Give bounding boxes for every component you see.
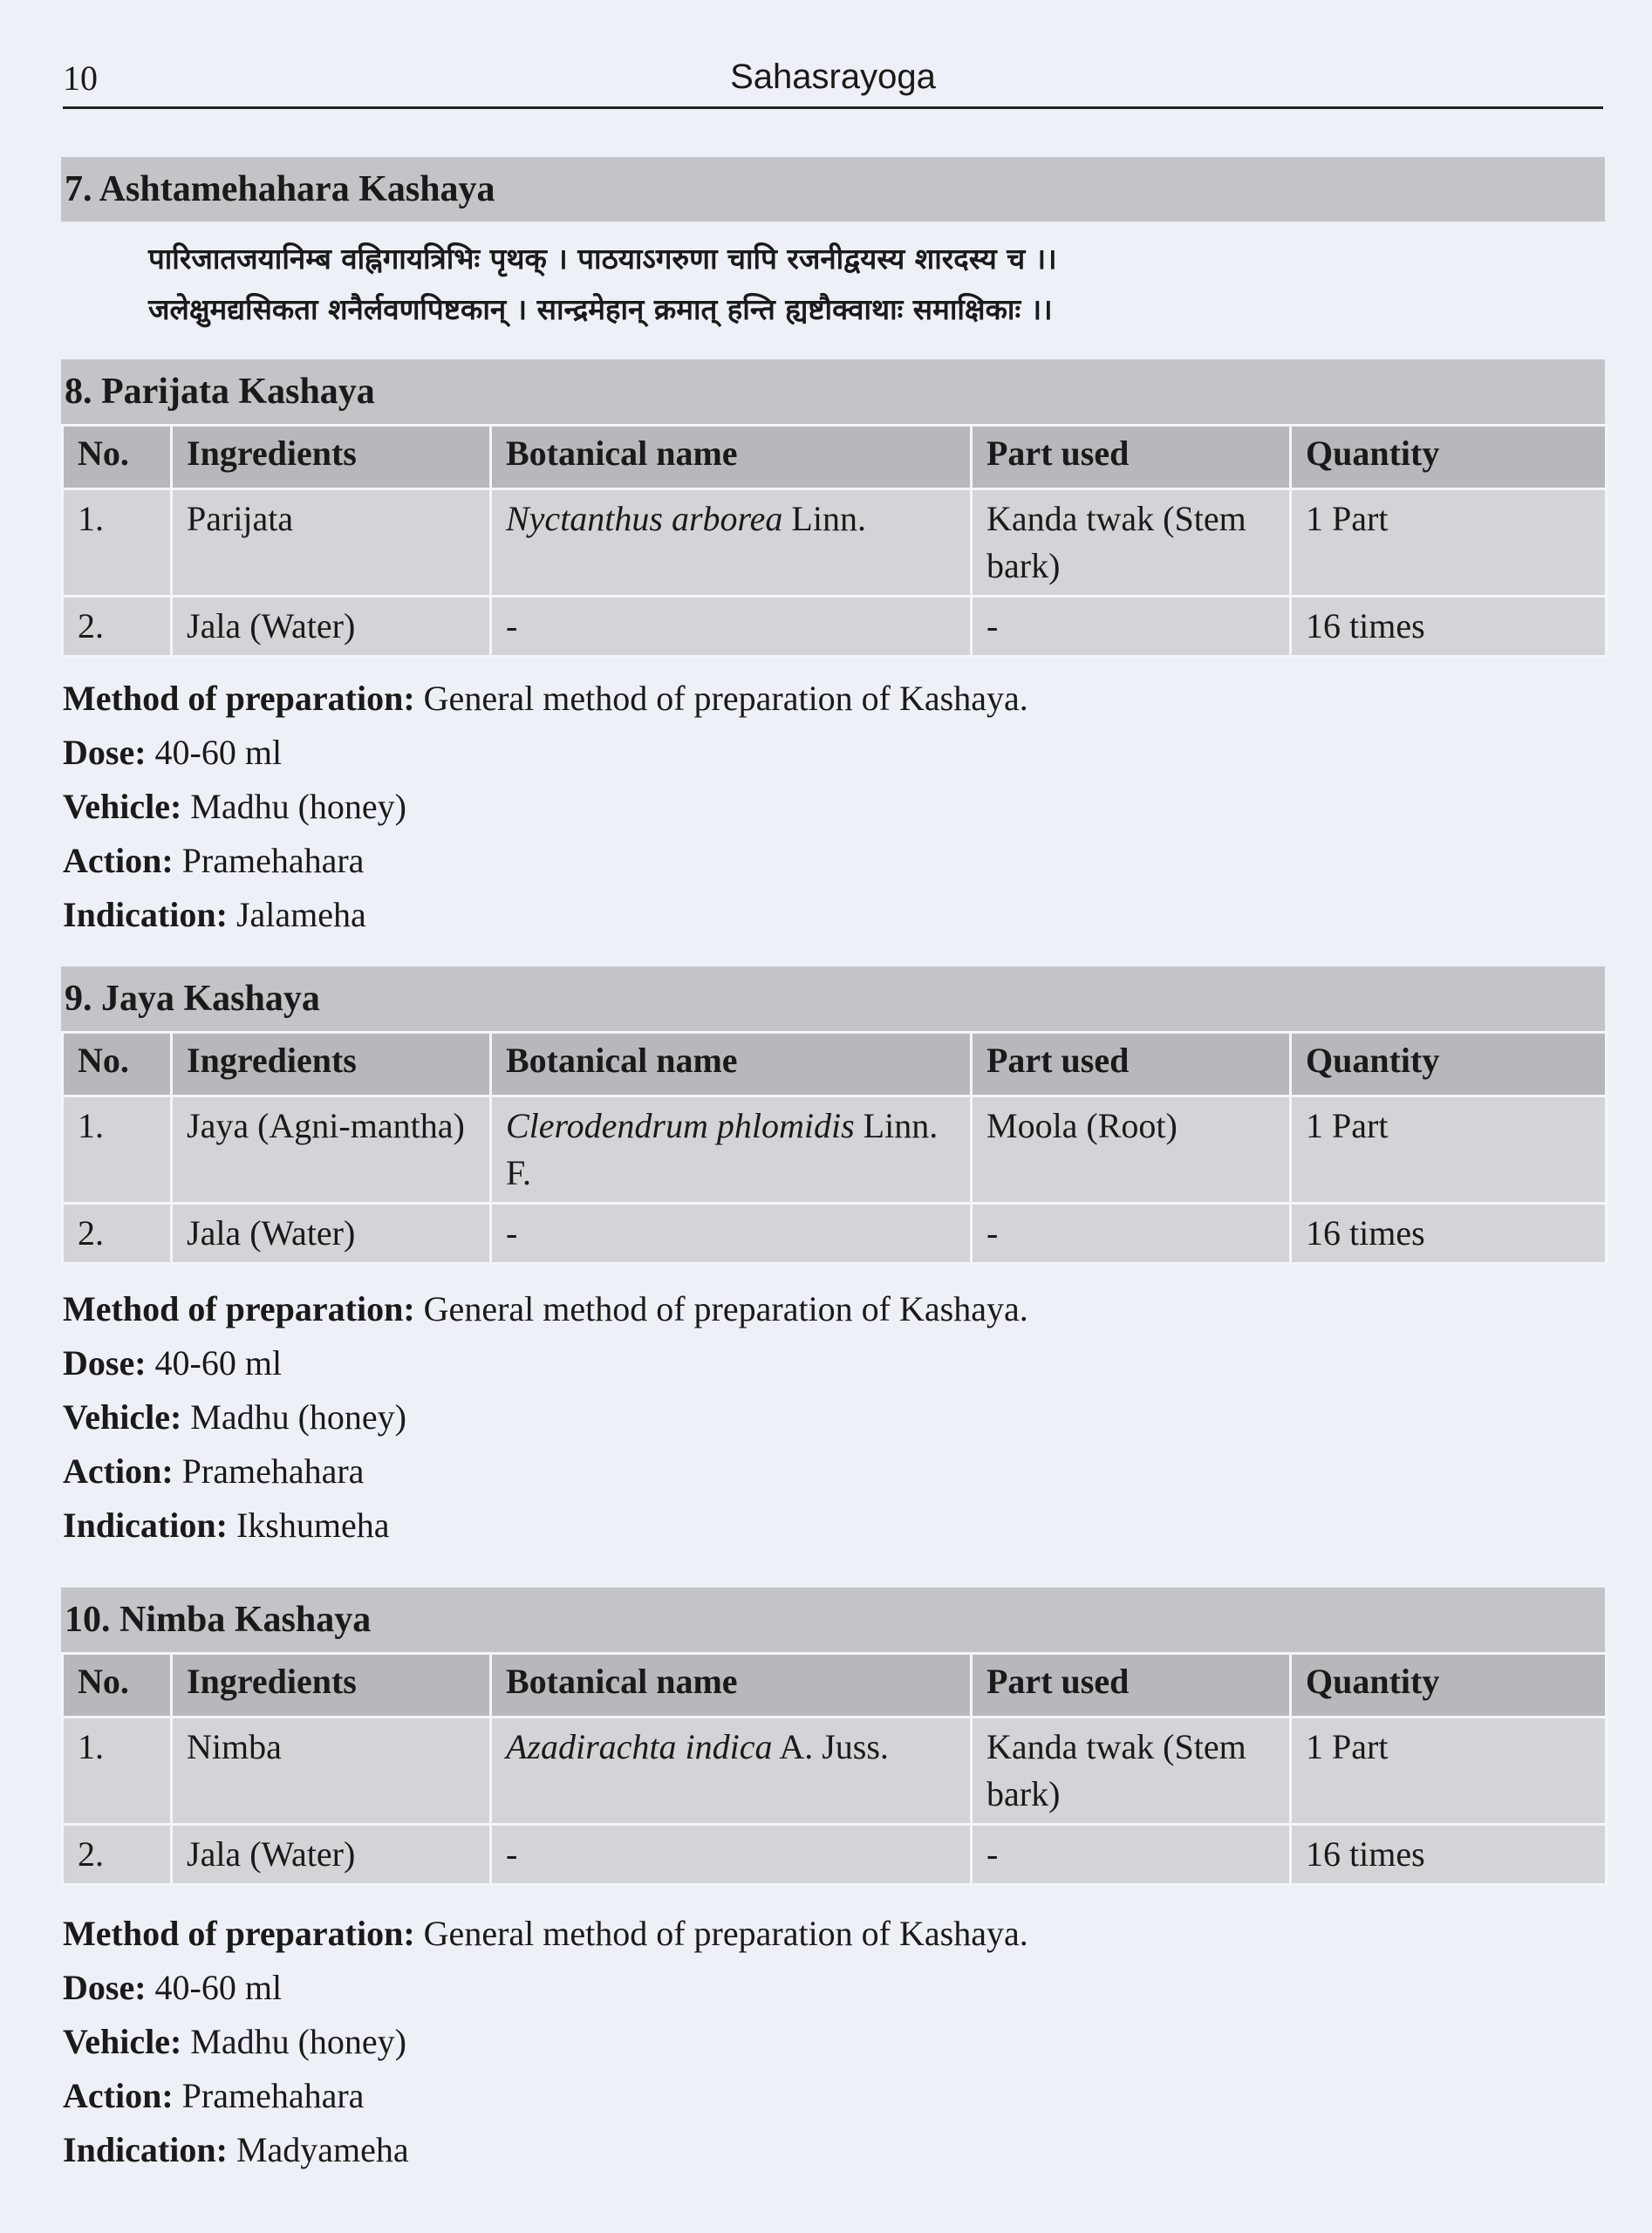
method-line: [63, 1907, 1028, 1961]
botanical-author: -: [506, 606, 518, 645]
indication-label: Indication:: [63, 2130, 228, 2169]
row-no: 1.: [63, 1717, 172, 1825]
vehicle-value: Madhu (honey): [190, 1397, 406, 1437]
ingredient: Nimba: [172, 1717, 491, 1825]
botanical-binomial: Nyctanthus arborea: [506, 499, 783, 538]
running-head: [63, 51, 1603, 109]
col-no-header: No.: [63, 1033, 172, 1096]
ingredients-table-8: [61, 424, 1608, 658]
dose-value: 40-60 ml: [154, 1968, 283, 2007]
botanical-name: [491, 1717, 972, 1825]
ingredients-table-10: [61, 1652, 1608, 1886]
col-quantity-header: Quantity: [1291, 426, 1607, 489]
method-value: General method of preparation of Kashaya.: [423, 1289, 1028, 1328]
method-value: General method of preparation of Kashaya.: [423, 679, 1028, 718]
table-header-row: [63, 1033, 1607, 1096]
table-row: [63, 1825, 1607, 1885]
vehicle-label: Vehicle:: [63, 787, 182, 826]
section-7-title: 7. Ashtamehahara Kashaya: [61, 157, 1605, 222]
table-row: [63, 1717, 1607, 1825]
verse-line-2: जलेक्षुमद्यसिकता शनैर्लवणपिष्टकान् । सान्द्रमेहान् क्रमात् हन्ति ह्यष्टौक्वाथाः समाक्षिकाः ।।: [148, 292, 1053, 326]
botanical-author: -: [506, 1213, 518, 1253]
col-no-header: No.: [63, 1654, 172, 1717]
botanical-name: [491, 489, 972, 597]
dose-line: [63, 1961, 1028, 2015]
ingredient: Parijata: [172, 489, 491, 597]
botanical-name: [491, 597, 972, 657]
dose-label: Dose:: [63, 1968, 147, 2007]
dose-line: [63, 726, 1028, 780]
table-header-row: [63, 1654, 1607, 1717]
botanical-name: [491, 1825, 972, 1885]
ingredient: Jaya (Agni-mantha): [172, 1096, 491, 1204]
method-label: Method of preparation:: [63, 1289, 415, 1328]
part-used: Kanda twak (Stem bark): [972, 489, 1291, 597]
quantity: 1 Part: [1291, 1096, 1607, 1204]
method-line: [63, 672, 1028, 726]
indication-label: Indication:: [63, 895, 228, 934]
part-used: -: [972, 597, 1291, 657]
col-botanical-header: Botanical name: [491, 426, 972, 489]
indication-line: [63, 2123, 1028, 2177]
action-label: Action:: [63, 841, 174, 880]
indication-value: Jalameha: [236, 895, 366, 934]
vehicle-label: Vehicle:: [63, 1397, 182, 1437]
botanical-name: [491, 1204, 972, 1264]
vehicle-line: [63, 2015, 1028, 2069]
botanical-binomial: Azadirachta indica: [506, 1727, 773, 1766]
row-no: 2.: [63, 597, 172, 657]
indication-value: Ikshumeha: [236, 1506, 390, 1545]
method-label: Method of preparation:: [63, 679, 415, 718]
action-value: Pramehahara: [181, 2076, 365, 2115]
part-used: -: [972, 1204, 1291, 1264]
action-line: [63, 1444, 1028, 1499]
preparation-details-9: [63, 1282, 1028, 1553]
table-row: [63, 489, 1607, 597]
vehicle-value: Madhu (honey): [190, 787, 406, 826]
col-ingredients-header: Ingredients: [172, 1033, 491, 1096]
dose-value: 40-60 ml: [154, 1343, 283, 1383]
col-botanical-header: Botanical name: [491, 1654, 972, 1717]
col-part-header: Part used: [972, 426, 1291, 489]
table-row: [63, 1204, 1607, 1264]
table-row: [63, 1096, 1607, 1204]
botanical-author: Linn. F.: [506, 1106, 939, 1192]
preparation-details-10: [63, 1907, 1028, 2177]
botanical-author: A. Juss.: [772, 1727, 889, 1766]
quantity: 16 times: [1291, 1204, 1607, 1264]
indication-line: [63, 888, 1028, 942]
table-header-row: [63, 426, 1607, 489]
col-part-header: Part used: [972, 1033, 1291, 1096]
botanical-binomial: Clerodendrum phlomidis: [506, 1106, 855, 1145]
row-no: 2.: [63, 1204, 172, 1264]
ingredients-table-9: [61, 1031, 1608, 1265]
dose-line: [63, 1336, 1028, 1390]
dose-label: Dose:: [63, 1343, 147, 1383]
action-label: Action:: [63, 2076, 174, 2115]
row-no: 2.: [63, 1825, 172, 1885]
botanical-author: Linn.: [782, 499, 866, 538]
row-no: 1.: [63, 489, 172, 597]
method-value: General method of preparation of Kashaya.: [423, 1914, 1028, 1953]
botanical-author: -: [506, 1834, 518, 1874]
row-no: 1.: [63, 1096, 172, 1204]
action-label: Action:: [63, 1451, 174, 1491]
dose-label: Dose:: [63, 733, 147, 772]
col-ingredients-header: Ingredients: [172, 426, 491, 489]
section-9-title: 9. Jaya Kashaya: [61, 966, 1605, 1031]
part-used: Kanda twak (Stem bark): [972, 1717, 1291, 1825]
quantity: 16 times: [1291, 1825, 1607, 1885]
dose-value: 40-60 ml: [154, 733, 283, 772]
page-number: 10: [63, 58, 98, 98]
quantity: 1 Part: [1291, 1717, 1607, 1825]
quantity: 16 times: [1291, 597, 1607, 657]
col-quantity-header: Quantity: [1291, 1654, 1607, 1717]
table-row: [63, 597, 1607, 657]
vehicle-line: [63, 1390, 1028, 1444]
vehicle-line: [63, 780, 1028, 834]
action-value: Pramehahara: [181, 841, 365, 880]
ingredient: Jala (Water): [172, 597, 491, 657]
section-10-title: 10. Nimba Kashaya: [61, 1588, 1605, 1652]
indication-value: Madyameha: [236, 2130, 409, 2169]
verse-line-1: पारिजातजयानिम्ब वह्निगायत्रिभिः पृथक् । पाठयाऽगरुणा चापि रजनीद्वयस्य शारदस्य च ।।: [148, 242, 1057, 276]
vehicle-value: Madhu (honey): [190, 2022, 406, 2061]
preparation-details-8: [63, 672, 1028, 942]
method-label: Method of preparation:: [63, 1914, 415, 1953]
book-title: Sahasrayoga: [730, 58, 936, 96]
col-no-header: No.: [63, 426, 172, 489]
part-used: Moola (Root): [972, 1096, 1291, 1204]
vehicle-label: Vehicle:: [63, 2022, 182, 2061]
action-line: [63, 834, 1028, 888]
indication-line: [63, 1499, 1028, 1553]
col-ingredients-header: Ingredients: [172, 1654, 491, 1717]
col-botanical-header: Botanical name: [491, 1033, 972, 1096]
botanical-name: [491, 1096, 972, 1204]
ingredient: Jala (Water): [172, 1825, 491, 1885]
quantity: 1 Part: [1291, 489, 1607, 597]
part-used: -: [972, 1825, 1291, 1885]
section-8-title: 8. Parijata Kashaya: [61, 359, 1605, 424]
sanskrit-verse: [148, 234, 1579, 335]
col-part-header: Part used: [972, 1654, 1291, 1717]
action-value: Pramehahara: [181, 1451, 365, 1491]
indication-label: Indication:: [63, 1506, 228, 1545]
ingredient: Jala (Water): [172, 1204, 491, 1264]
method-line: [63, 1282, 1028, 1336]
col-quantity-header: Quantity: [1291, 1033, 1607, 1096]
action-line: [63, 2069, 1028, 2123]
